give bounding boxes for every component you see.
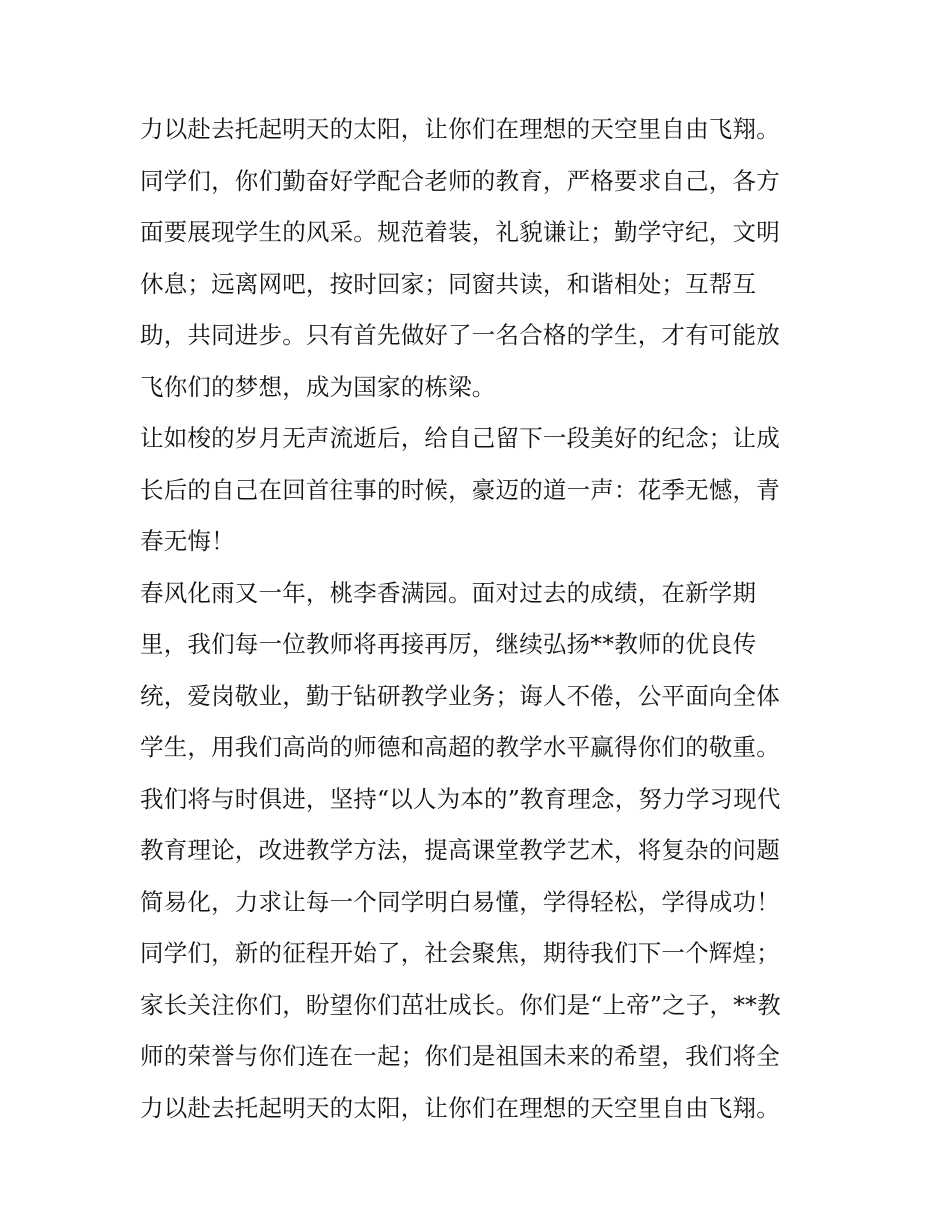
text-line: 同学们，你们勤奋好学配合老师的教育，严格要求自己，各方 xyxy=(140,166,780,195)
text-line: 师的荣誉与你们连在一起；你们是祖国未来的希望，我们将全 xyxy=(140,1042,780,1070)
text-line: 面要展现学生的风采。规范着装，礼貌谦让；勤学守纪，文明 xyxy=(140,218,780,246)
text-line: 让如梭的岁月无声流逝后，给自己留下一段美好的纪念；让成 xyxy=(140,424,780,452)
text-line: 家长关注你们，盼望你们茁壮成长。你们是“上帝”之子，**教 xyxy=(140,990,781,1019)
text-line: 教育理论，改进教学方法，提高课堂教学艺术，将复杂的问题 xyxy=(140,836,780,864)
text-line: 助，共同进步。只有首先做好了一名合格的学生，才有可能放 xyxy=(140,321,780,349)
text-line: 力以赴去托起明天的太阳，让你们在理想的天空里自由飞翔。 xyxy=(140,115,780,143)
text-line: 简易化，力求让每一个同学明白易懂，学得轻松，学得成功！ xyxy=(140,887,780,916)
text-line: 里，我们每一位教师将再接再厉，继续弘扬**教师的优良传 xyxy=(140,630,757,658)
text-line: 学生，用我们高尚的师德和高超的教学水平赢得你们的敬重。 xyxy=(140,733,780,761)
text-line: 统，爱岗敬业，勤于钻研教学业务；诲人不倦，公平面向全体 xyxy=(140,681,780,710)
text-line: 春无悔！ xyxy=(140,527,235,555)
text-line: 同学们，新的征程开始了，社会聚焦，期待我们下一个辉煌； xyxy=(140,939,780,967)
text-line: 我们将与时俱进，坚持“以人为本的”教育理念，努力学习现代 xyxy=(140,784,781,813)
text-line: 长后的自己在回首往事的时候，豪迈的道一声：花季无憾，青 xyxy=(140,475,780,504)
text-line: 飞你们的梦想，成为国家的栋梁。 xyxy=(140,372,496,401)
text-line: 春风化雨又一年，桃李香满园。面对过去的成绩，在新学期 xyxy=(140,578,757,607)
document-body xyxy=(140,104,820,1134)
text-line: 力以赴去托起明天的太阳，让你们在理想的天空里自由飞翔。 xyxy=(140,1093,780,1122)
text-line: 休息；远离网吧，按时回家；同窗共读，和谐相处；互帮互 xyxy=(140,269,757,298)
